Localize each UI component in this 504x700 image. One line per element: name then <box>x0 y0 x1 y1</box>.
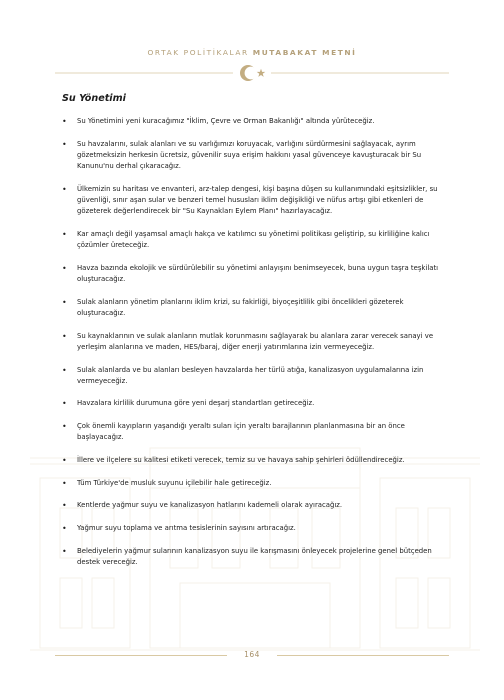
list-item-text: Su havzalarını, sulak alanları ve su varlığımızı koruyacak, varlığını sürdürmesini sağlayacak, ayrım gözetmeksizin herkesin ücretsiz, güvenilir suya erişim hakkını yasal güvenceye kavuşturacak bir Su Kanunu'nu derhal çıkaracağız. <box>77 139 422 171</box>
list-item <box>62 139 446 173</box>
bullet-icon: • <box>62 117 67 126</box>
bullet-icon: • <box>62 365 67 375</box>
page-number-text: 164 <box>244 650 260 659</box>
list-item <box>62 365 446 387</box>
list-item-text: Kentlerde yağmur suyu ve kanalizasyon hatlarını kademeli olarak ayıracağız. <box>77 501 343 510</box>
footer-rule-left <box>55 655 227 656</box>
bullet-icon: • <box>62 139 67 149</box>
list-item-text: Sulak alanlarda ve bu alanları besleyen havzalarda her türlü atığa, kanalizasyon uygulamalarına izin vermeyeceğiz. <box>77 365 424 385</box>
list-item-text: İllere ve ilçelere su kalitesi etiketi verecek, temiz su ve havaya sahip şehirleri ödüllendireceğiz. <box>77 456 405 465</box>
bullet-icon: • <box>62 184 67 194</box>
bullet-icon: • <box>62 456 67 466</box>
list-item <box>62 546 446 568</box>
list-item-text: Ülkemizin su haritası ve envanteri, arz-talep dengesi, kişi başına düşen su kullanımındaki eşitsizlikler, su güvenliği, sınır aşan sular ve benzeri temel hususları iklim değişikliği ve nüfus artışı gibi etkenleri de gözeterek değerlendirecek bir "Su Kaynakları Eylem Planı" hazırlayacağız. <box>77 184 438 216</box>
list-item-text: Havza bazında ekolojik ve sürdürülebilir su yönetimi anlayışını benimseyecek, buna uygun taşra teşkilatı oluşturacağız. <box>77 263 439 284</box>
crescent-star-icon <box>55 62 449 84</box>
list-item-text: Yağmur suyu toplama ve arıtma tesislerinin sayısını artıracağız. <box>77 524 296 533</box>
policy-list <box>62 116 446 580</box>
list-item <box>62 263 446 285</box>
list-item <box>62 184 446 218</box>
list-item-text: Sulak alanların yönetim planlarını iklim krizi, su fakirliği, biyoçeşitlilik gibi öncelikleri gözeterek oluşturacağız. <box>77 297 404 317</box>
list-item <box>62 421 446 443</box>
list-item <box>62 297 446 319</box>
list-item <box>62 116 446 127</box>
bullet-icon: • <box>62 229 67 239</box>
bullet-icon: • <box>62 546 67 556</box>
list-item-text: Belediyelerin yağmur sularının kanalizasyon suyu ile karışmasını önleyecek projelerine genel bütçeden destek vereceğiz. <box>77 546 432 567</box>
list-item-text: Su kaynaklarının ve sulak alanların mutlak korunmasını sağlayarak bu alanlara zarar verecek sanayi ve yerleşim alanlarına ve maden, HES/baraj, diğer enerji yatırımlarına izin vermeyeceğiz. <box>77 331 434 351</box>
list-item <box>62 398 446 409</box>
running-header <box>0 48 504 57</box>
bullet-icon: • <box>62 524 67 534</box>
bullet-icon: • <box>62 331 67 341</box>
list-item <box>62 455 446 466</box>
bullet-icon: • <box>62 399 67 409</box>
list-item-text: Havzalara kirlilik durumuna göre yeni deşarj standartları getireceğiz. <box>77 399 315 408</box>
header-prefix: ORTAK POLİTİKALAR <box>147 48 249 57</box>
list-item <box>62 523 446 534</box>
list-item-text: Su Yönetimini yeni kuracağımız "İklim, Çevre ve Orman Bakanlığı" altında yürüteceğiz. <box>77 117 375 125</box>
list-item <box>62 229 446 251</box>
bullet-icon: • <box>62 263 67 273</box>
bullet-icon: • <box>62 297 67 307</box>
list-item-text: Çok önemli kayıpların yaşandığı yeraltı suları için yeraltı barajlarının planlanmasına bir an önce başlayacağız. <box>77 422 405 442</box>
section-title: Su Yönetimi <box>62 93 126 104</box>
list-item <box>62 331 446 353</box>
bullet-icon: • <box>62 501 67 511</box>
list-item-text: Tüm Türkiye'de musluk suyunu içilebilir hale getireceğiz. <box>77 478 272 487</box>
bullet-icon: • <box>62 422 67 432</box>
footer-rule-right <box>277 655 449 656</box>
list-item <box>62 500 446 511</box>
bullet-icon: • <box>62 478 67 488</box>
list-item-text: Kar amaçlı değil yaşamsal amaçlı hakça ve katılımcı su yönetimi politikası geliştirip, su kirliliğine kalıcı çözümler üreteceğiz. <box>77 229 430 250</box>
list-item <box>62 478 446 489</box>
page-number <box>233 648 271 662</box>
header-emphasis: MUTABAKAT METNİ <box>252 48 357 57</box>
